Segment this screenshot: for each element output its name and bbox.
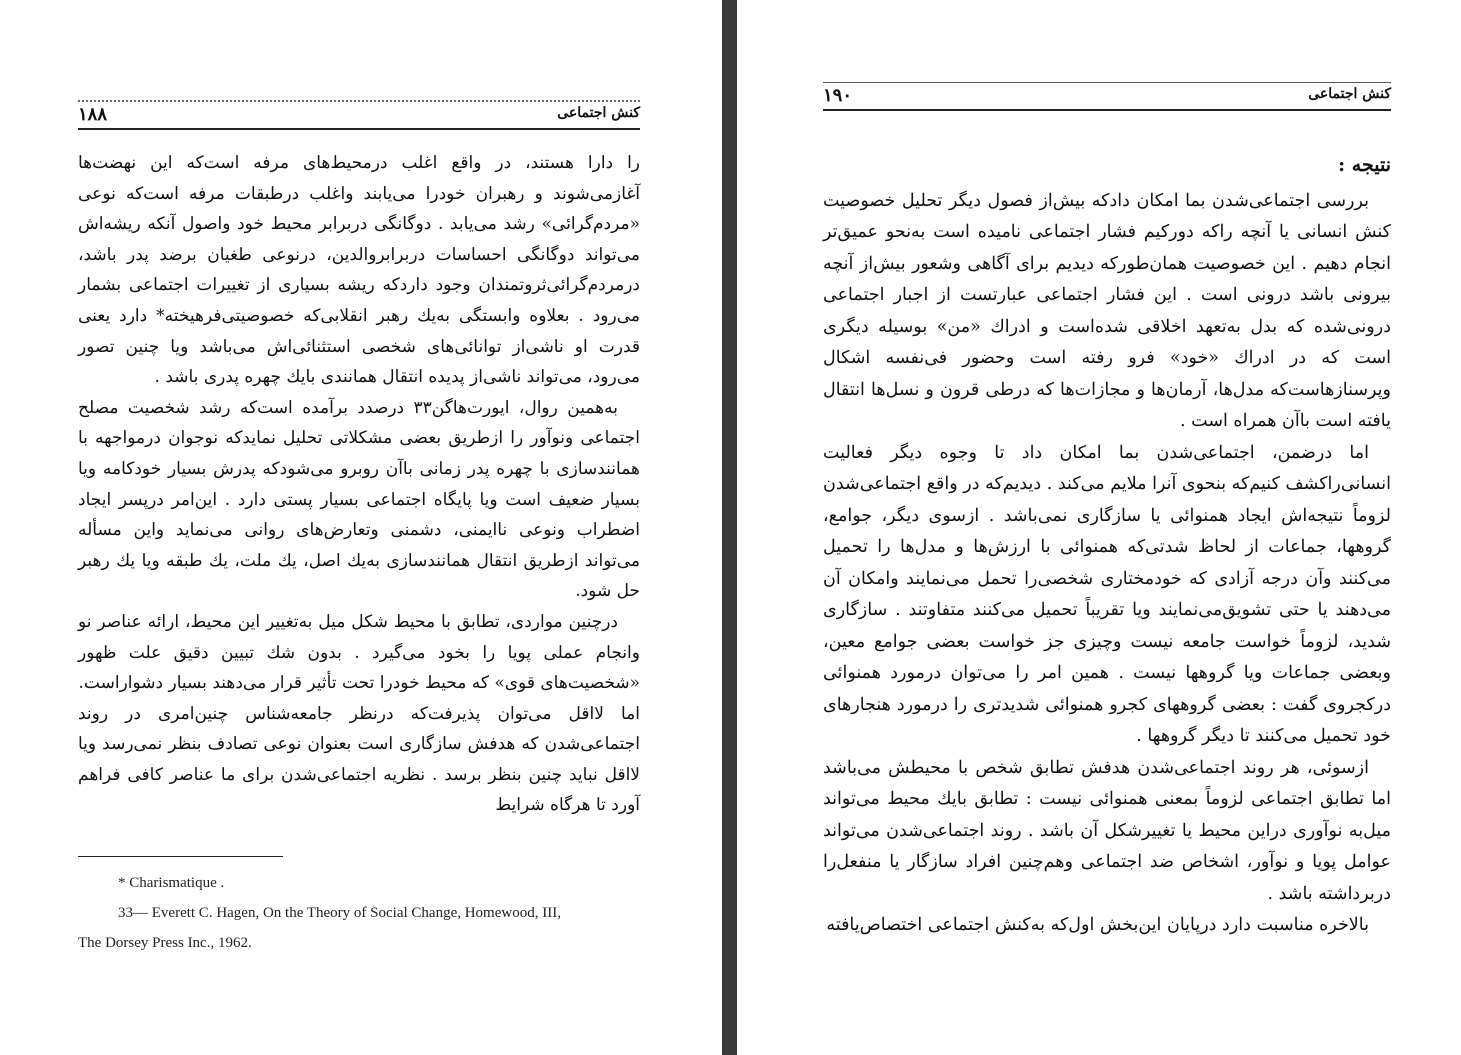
right-page-number: ۱۹۰ (823, 85, 853, 106)
left-page-header (78, 100, 640, 130)
paragraph: را دارا هستند، در واقع اغلب درمحیط‌های مرفه است‌که این نهضت‌ها آغازمی‌شوند و رهبران خودرا می‌یابند واغلب درطبقات مرفه است‌که نوعی «مردم‌گرائی» رشد می‌یابد . دوگانگی دربرابر محیط خود واصول آنکه ریشه‌اش می‌تواند دوگانگی احساسات دربرابروالدین، درنوعی طغیان برضد پدر باشد، درمردم‌گرائی‌ثروتمندان وجود داردکه ریشه بسیاری از تغییرات اجتماعی بشمار می‌رود . بعلاوه وابستگی به‌یك رهبر انقلابی‌که خصوصیتی‌فرهیخته* دارد یعنی قدرت او ناشی‌از توانائی‌های شخصی استثنائی‌اش می‌باشد ویا چنین تصور می‌رود، می‌تواند ناشی‌از پدیده انتقال همانندی بایك چهره پدری باشد . (78, 153, 640, 388)
paragraph: بالاخره مناسبت دارد درپایان این‌بخش اول‌که به‌کنش اجتماعی اختصاص‌یافته (826, 915, 1369, 935)
paragraph: اما درضمن، اجتماعی‌شدن بما امکان داد تا وجوه دیگر فعالیت انسانی‌راکشف کنیم‌که بنحوی آنرا ملایم می‌کند . دیدیم‌که در واقع اجتماعی‌شدن لزوماً نتیجه‌اش ایجاد همنوائی یا سازگاری نمی‌باشد . ازسوی دیگر، جوامع، گروهها، جماعات از لحاظ شدتی‌که همنوائی با ارزش‌ها و مدل‌ها را تحمیل می‌کنند وآن درجه آزادی که خودمختاری شخصی‌را تحمل می‌نمایند وامکان آن می‌دهند یا حتی تشویق‌می‌نمایند ویا تقریباً تحمیل می‌کنند متفاوتند . سازگاری شدید، لزوماً خواست جامعه نیست وچیزی جز خواست بعضی جوامع معین، وبعضی جماعات ویا گروهها نیست . همین امر را می‌توان درمورد همنوائی درکجروی گفت : بعضی گروههای کجرو همنوائی شدیدتری را درمورد هنجارهای خود تحمیل می‌کنند تا دیگر گروهها . (823, 442, 1391, 746)
paragraph: بررسی اجتماعی‌شدن بما امکان دادکه بیش‌از فصول دیگر تحلیل خصوصیت کنش انسانی یا آنچه راکه دورکیم فشار اجتماعی نامیده است به‌نحو عمیق‌تر انجام دهیم . این خصوصیت همان‌طورکه دیدیم برای آگاهی وشعور بیش‌از آنچه بیرونی باشد درونی است . این فشار اجتماعی عبارتست از اجبار اجتماعی درونی‌شده که بدل به‌تعهد اخلاقی شده‌است و ادراك «من» بوسیله دیگری است که در ادراك «خود» فرو رفته است وحضور فی‌نفسه اشکال وپرسنازهاست‌که مدل‌ها، آرمان‌ها و مجازات‌ها که درطی قرون و نسل‌ها انتقال یافته است باآن همراه است . (823, 190, 1391, 431)
book-gutter (722, 0, 737, 1055)
left-page-body (78, 148, 640, 821)
footnote: The Dorsey Press Inc., 1962. (78, 935, 252, 951)
left-page-number: ۱۸۸ (78, 104, 108, 125)
paragraph: درچنین مواردی، تطابق با محیط شکل میل به‌تغییر این محیط، ارائه عناصر نو وانجام عملی پویا را بخود می‌گیرد . بدون شك تبیین دقیق علت ظهور «شخصیت‌های قوی» که محیط خودرا تحت تأثیر قرار می‌دهند بسیار دشواراست. (78, 611, 640, 694)
right-page-header (823, 82, 1391, 111)
footnote: * Charismatique . (118, 875, 225, 891)
paragraph: ازسوئی، هر روند اجتماعی‌شدن هدفش تطابق شخص با محیطش می‌باشد اما تطابق اجتماعی لزوماً بمعنی همنوائی نیست : تطابق بایك محیط می‌تواند میل‌به نوآوری دراین محیط یا تغییرشکل آن باشد . روند اجتماعی‌شدن می‌تواند عوامل پویا و نوآور، اشخاص ضد اجتماعی وهم‌چنین افراد سازگار یا منفعل‌را دربرداشته باشد . (823, 757, 1391, 904)
left-running-title: کنش اجتماعی (557, 105, 640, 121)
section-title: نتیجه : (1338, 154, 1391, 176)
paragraph: اما لااقل می‌توان پذیرفت‌که درنظر جامعه‌شناس چنین‌امری در روند اجتماعی‌شدن که هدفش سازگاری است بعنوان نوعی تصادف بنظر نمی‌رسد ویا لااقل نباید چنین بنظر برسد . نظریه اجتماعی‌شدن برای ما عناصر کافی فراهم آورد تا هرگاه شرایط (78, 703, 640, 816)
right-page-body (823, 150, 1391, 942)
right-running-title: کنش اجتماعی (1308, 86, 1391, 102)
paragraph: به‌همین روال، ایورت‌هاگن۳۳ درصدد برآمده است‌که رشد شخصیت مصلح اجتماعی ونوآور را ازطریق بعضی مشکلاتی تحلیل نمایدکه نوجوان درمواجهه با همانندسازی با چهره پدر زمانی باآن روبرو می‌شودکه پدرش بسیار خودکامه ویا بسیار ضعیف است ویا پایگاه اجتماعی بسیار پستی دارد . این‌امر درپسر ایجاد اضطراب ونوعی ناایمنی، دشمنی وتعارض‌های روانی می‌نماید واین مسأله می‌تواند ازطریق انتقال همانندسازی به‌یك اصل، یك ملت، یك طبقه ویا یك رهبر حل شود. (78, 397, 641, 602)
footnote-divider (78, 856, 283, 857)
footnote: 33— Everett C. Hagen, On the Theory of Social Change, Homewood, III, (118, 905, 561, 921)
